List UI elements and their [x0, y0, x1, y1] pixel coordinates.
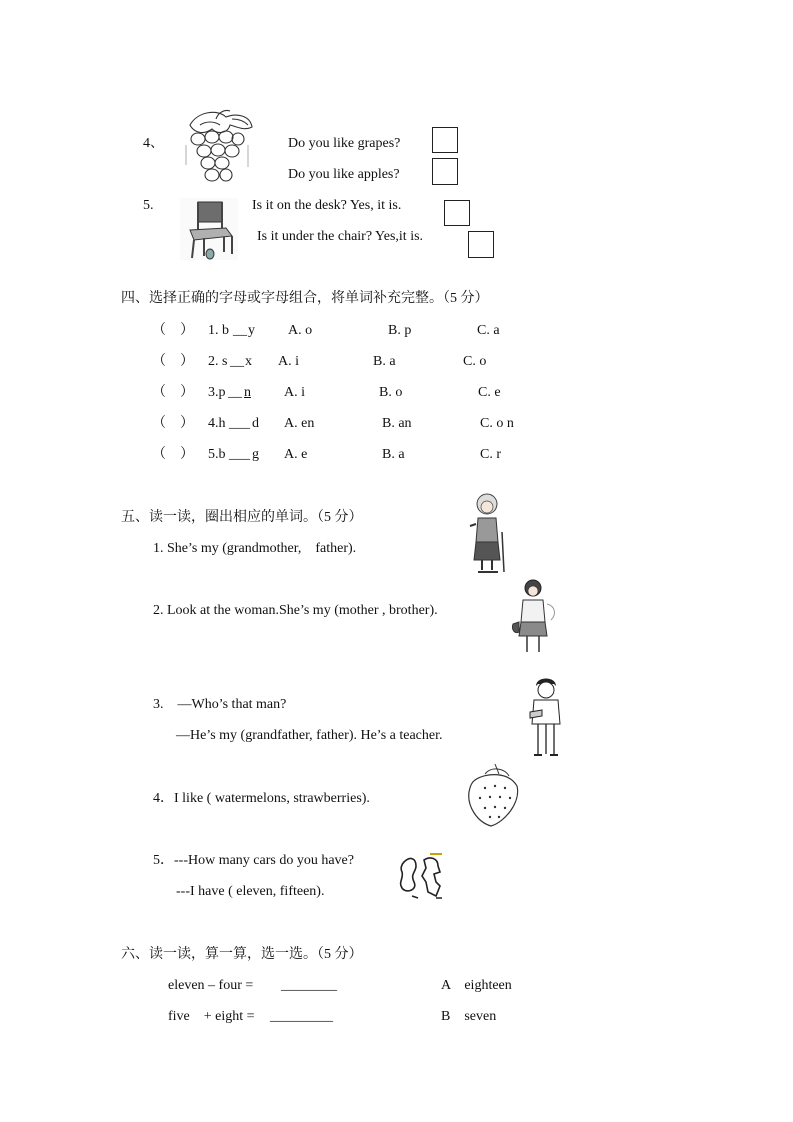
option-a: A. en [284, 416, 315, 431]
answer-paren[interactable]: （ ） [152, 385, 194, 400]
word-suffix: n [244, 385, 251, 400]
word-prefix: 1. b [208, 323, 229, 338]
option-a: A. o [288, 323, 313, 338]
option-c: C. r [480, 447, 501, 462]
math-expression: five + eight = [168, 1009, 255, 1024]
option-b: B. a [373, 354, 396, 369]
word-blank: ___ [229, 416, 250, 431]
option-c: C. o n [480, 416, 514, 431]
option-a: A. e [284, 447, 308, 462]
option-b: B. o [379, 385, 403, 400]
chair-picture [180, 198, 238, 260]
answer-box-5a[interactable] [444, 200, 470, 226]
answer-box-5b[interactable] [468, 231, 494, 258]
option-b: B. a [382, 447, 405, 462]
question-5-sentence-2: Is it under the chair? Yes,it is. [257, 229, 424, 244]
choice-option: A eighteen [441, 978, 512, 993]
option-a: A. i [278, 354, 299, 369]
word-suffix: d [252, 416, 259, 431]
section-6-title: 六、读一读，算一算，选一选。（5 分） [121, 947, 363, 962]
section-5-line-5b: ---I have ( eleven, fifteen). [176, 884, 325, 899]
option-a: A. i [284, 385, 305, 400]
answer-paren[interactable]: （ ） [152, 447, 194, 462]
word-prefix: 4.h [208, 416, 226, 431]
number-fifteen-picture [396, 852, 446, 902]
answer-box-4b[interactable] [432, 158, 458, 185]
word-suffix: y [248, 323, 255, 338]
section-5-line-2: 2. Look at the woman.She’s my (mother , brother). [153, 603, 438, 618]
answer-box-4a[interactable] [432, 127, 458, 153]
section-5-line-1: 1. She’s my (grandmother, father). [153, 541, 357, 556]
section-5-line-3a: 3. —Who’s that man? [153, 697, 287, 712]
option-c: C. o [463, 354, 487, 369]
word-prefix: 2. s [208, 354, 228, 369]
word-suffix: x [245, 354, 252, 369]
woman-picture [511, 578, 561, 658]
answer-paren[interactable]: （ ） [152, 416, 194, 431]
question-4-sentence-1: Do you like grapes? [288, 136, 401, 151]
word-prefix: 5.b [208, 447, 226, 462]
question-5-number: 5. [143, 198, 154, 213]
section-5-line-5a: 5．---How many cars do you have? [153, 853, 354, 868]
strawberry-picture [465, 762, 521, 828]
word-prefix: 3.p [208, 385, 226, 400]
answer-blank[interactable]: _________ [270, 1009, 333, 1024]
question-4-sentence-2: Do you like apples? [288, 167, 400, 182]
word-blank: __ [228, 385, 242, 400]
word-blank: ___ [229, 447, 250, 462]
word-blank: __ [230, 354, 244, 369]
section-5-line-3b: —He’s my (grandfather, father). He’s a teacher. [176, 728, 443, 743]
answer-blank[interactable]: ________ [281, 978, 337, 993]
option-b: B. p [388, 323, 412, 338]
word-blank: __ [233, 323, 247, 338]
question-5-sentence-1: Is it on the desk? Yes, it is. [252, 198, 402, 213]
answer-paren[interactable]: （ ） [152, 354, 194, 369]
math-expression: eleven – four = [168, 978, 254, 993]
section-5-title: 五、读一读，圈出相应的单词。（5 分） [121, 510, 363, 525]
option-c: C. e [478, 385, 501, 400]
choice-option: B seven [441, 1009, 497, 1024]
section-5-line-4: 4．I like ( watermelons, strawberries). [153, 791, 370, 806]
grandmother-picture [468, 492, 508, 576]
grapes-picture [178, 105, 256, 189]
word-suffix: g [252, 447, 259, 462]
section-4-title: 四、选择正确的字母或字母组合，将单词补充完整。（5 分） [121, 291, 489, 306]
answer-paren[interactable]: （ ） [152, 323, 194, 338]
option-b: B. an [382, 416, 412, 431]
man-picture [528, 676, 566, 758]
question-4-number: 4、 [143, 136, 164, 151]
option-c: C. a [477, 323, 500, 338]
